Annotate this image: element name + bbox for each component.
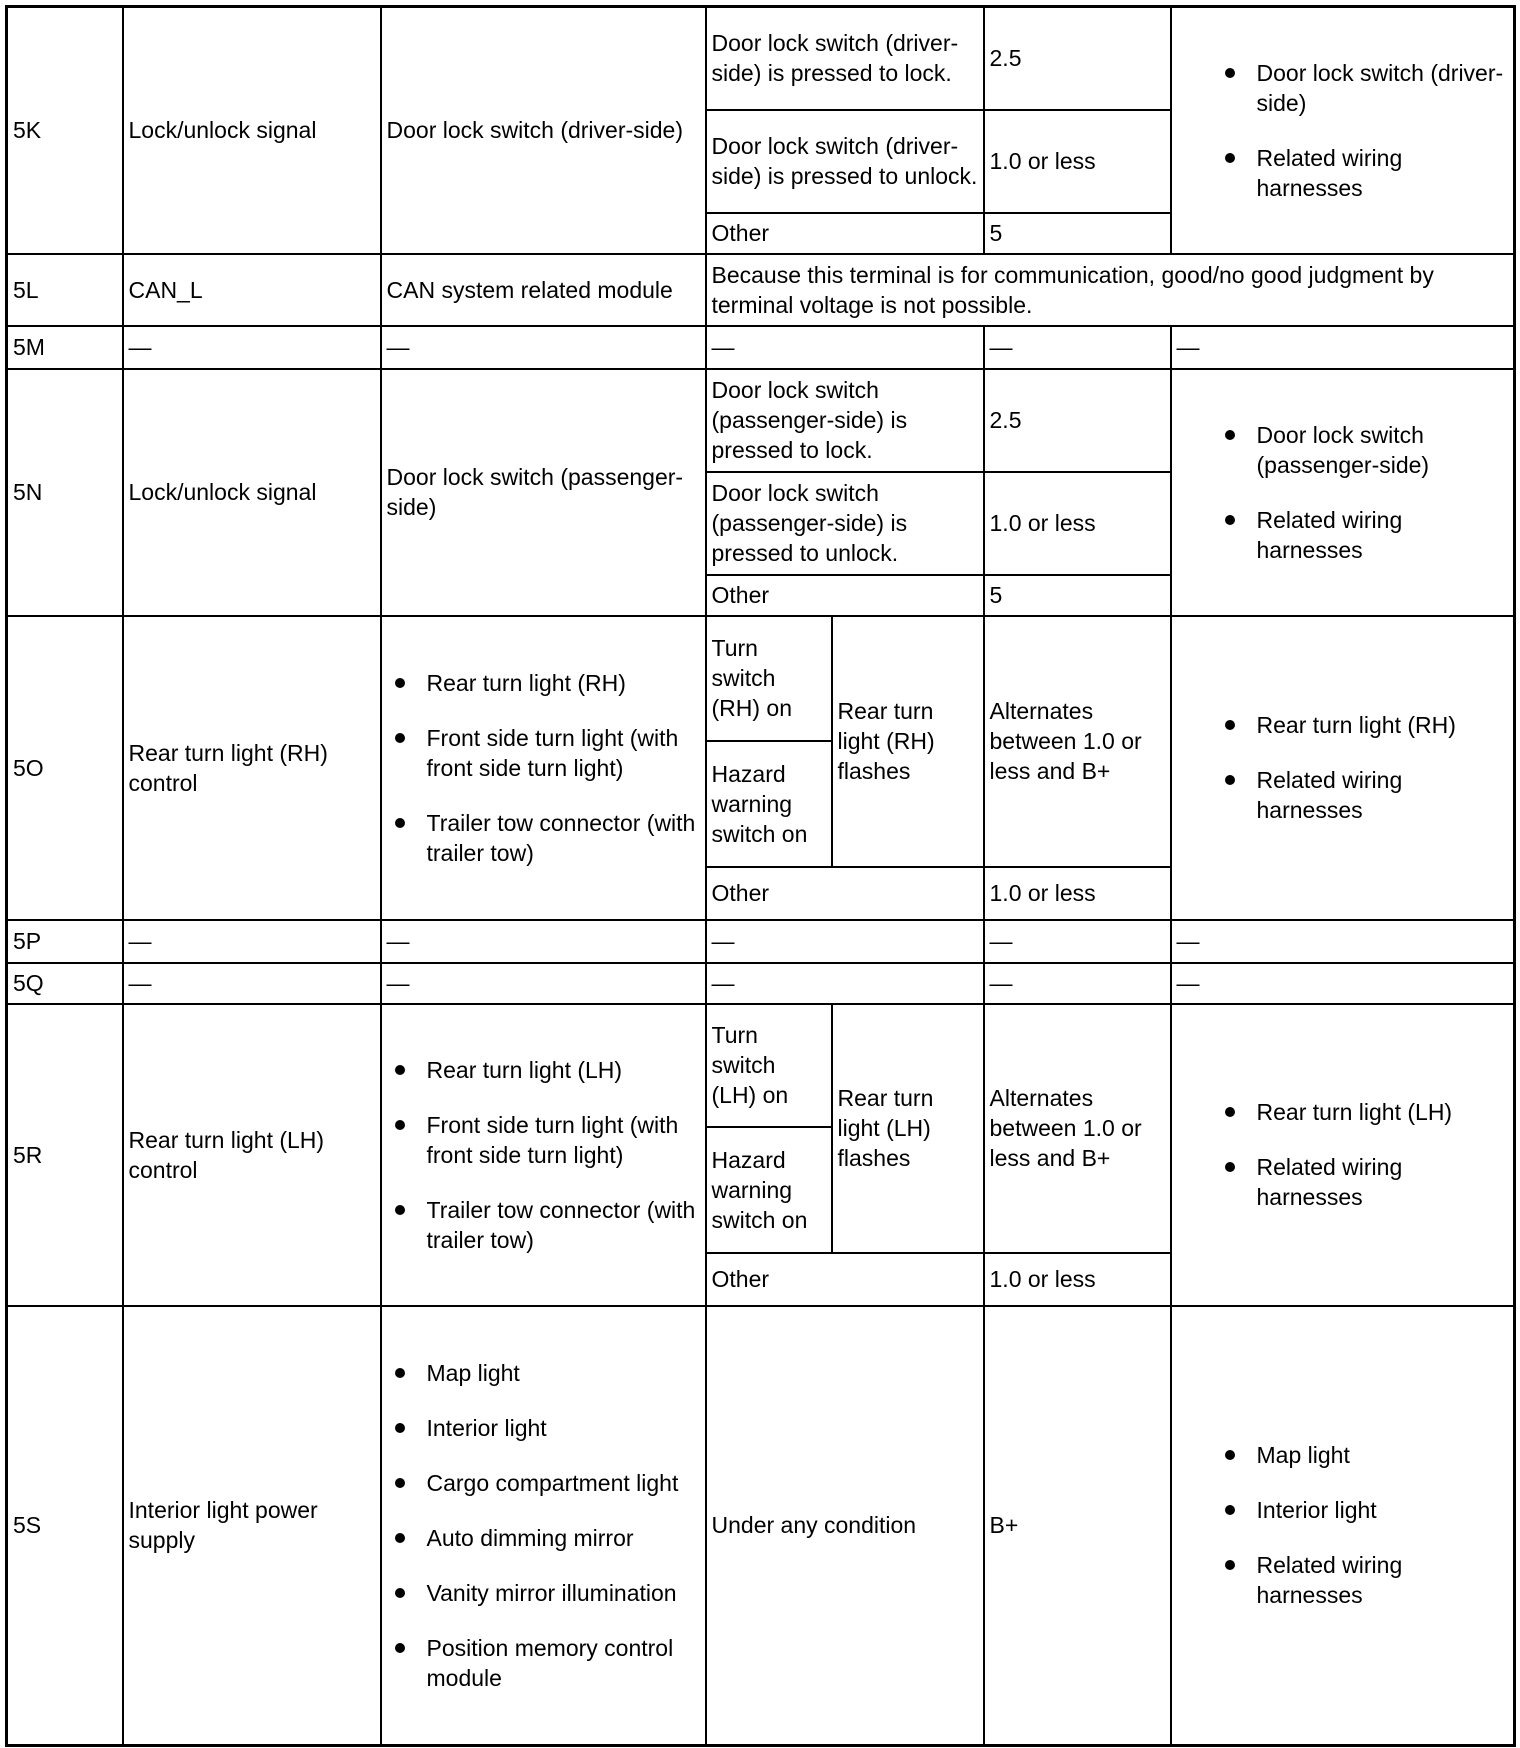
condition-cell: Other bbox=[706, 1253, 984, 1306]
dash-cell: — bbox=[1171, 963, 1515, 1004]
connected-to-cell: Door lock switch (driver-side) bbox=[381, 7, 706, 254]
list-item: Map light bbox=[1257, 1440, 1509, 1470]
value-cell: Alternates between 1.0 or less and B+ bbox=[984, 1004, 1171, 1253]
terminal-cell: 5S bbox=[7, 1306, 123, 1746]
check-items-cell bbox=[1171, 1004, 1515, 1306]
list-item: Position memory control module bbox=[427, 1633, 700, 1693]
condition-cell: Other bbox=[706, 867, 984, 920]
value-cell: 2.5 bbox=[984, 369, 1171, 472]
connected-to-list bbox=[387, 1358, 700, 1693]
list-item: Interior light bbox=[1257, 1495, 1509, 1525]
dash-cell: — bbox=[706, 920, 984, 963]
terminal-spec-table bbox=[5, 5, 1516, 1747]
terminal-cell: 5L bbox=[7, 254, 123, 326]
description-cell: Lock/unlock signal bbox=[123, 369, 381, 616]
list-item: Door lock switch (driver-side) bbox=[1257, 58, 1509, 118]
list-item: Rear turn light (RH) bbox=[427, 668, 700, 698]
connected-to-list bbox=[387, 668, 700, 868]
dash-cell: — bbox=[1171, 326, 1515, 369]
list-item: Front side turn light (with front side turn light) bbox=[427, 1110, 700, 1170]
list-item: Vanity mirror illumination bbox=[427, 1578, 700, 1608]
table-row-5s bbox=[7, 1306, 1515, 1746]
connected-to-cell bbox=[381, 616, 706, 920]
condition-cell: Door lock switch (driver-side) is pressed to unlock. bbox=[706, 110, 984, 213]
description-cell: Lock/unlock signal bbox=[123, 7, 381, 254]
dash-cell: — bbox=[984, 326, 1171, 369]
list-item: Cargo compartment light bbox=[427, 1468, 700, 1498]
condition-cell: Door lock switch (passenger-side) is pressed to lock. bbox=[706, 369, 984, 472]
check-items-cell bbox=[1171, 1306, 1515, 1746]
table-row-5n bbox=[7, 369, 1515, 472]
switch-condition-cell: Hazard warning switch on bbox=[706, 1127, 832, 1253]
condition-cell: Other bbox=[706, 213, 984, 254]
dash-cell: — bbox=[123, 326, 381, 369]
check-items-cell bbox=[1171, 616, 1515, 920]
condition-cell: Door lock switch (passenger-side) is pressed to unlock. bbox=[706, 472, 984, 575]
list-item: Related wiring harnesses bbox=[1257, 143, 1509, 203]
dash-cell: — bbox=[1171, 920, 1515, 963]
condition-cell: Under any condition bbox=[706, 1306, 984, 1746]
table-row-5p bbox=[7, 920, 1515, 963]
list-item: Rear turn light (LH) bbox=[427, 1055, 700, 1085]
value-cell: 1.0 or less bbox=[984, 110, 1171, 213]
list-item: Trailer tow connector (with trailer tow) bbox=[427, 808, 700, 868]
value-cell: 1.0 or less bbox=[984, 472, 1171, 575]
list-item: Front side turn light (with front side turn light) bbox=[427, 723, 700, 783]
dash-cell: — bbox=[123, 963, 381, 1004]
list-item: Interior light bbox=[427, 1413, 700, 1443]
check-items-cell bbox=[1171, 7, 1515, 254]
terminal-cell: 5P bbox=[7, 920, 123, 963]
check-items-cell bbox=[1171, 369, 1515, 616]
terminal-cell: 5M bbox=[7, 326, 123, 369]
condition-cell: Other bbox=[706, 575, 984, 616]
connected-to-cell bbox=[381, 1306, 706, 1746]
connected-to-cell bbox=[381, 1004, 706, 1306]
terminal-cell: 5Q bbox=[7, 963, 123, 1004]
list-item: Trailer tow connector (with trailer tow) bbox=[427, 1195, 700, 1255]
description-cell: Rear turn light (RH) control bbox=[123, 616, 381, 920]
list-item: Rear turn light (RH) bbox=[1257, 710, 1509, 740]
description-cell: CAN_L bbox=[123, 254, 381, 326]
check-items-list bbox=[1177, 1440, 1509, 1610]
state-cell: Rear turn light (RH) flashes bbox=[832, 616, 984, 867]
table-row-5o bbox=[7, 616, 1515, 741]
list-item: Related wiring harnesses bbox=[1257, 505, 1509, 565]
connected-to-cell: Door lock switch (passenger-side) bbox=[381, 369, 706, 616]
check-items-list bbox=[1177, 58, 1509, 203]
dash-cell: — bbox=[381, 963, 706, 1004]
check-items-list bbox=[1177, 420, 1509, 565]
list-item: Map light bbox=[427, 1358, 700, 1388]
list-item: Auto dimming mirror bbox=[427, 1523, 700, 1553]
terminal-cell: 5O bbox=[7, 616, 123, 920]
condition-cell: Door lock switch (driver-side) is pressed to lock. bbox=[706, 7, 984, 110]
connected-to-cell: CAN system related module bbox=[381, 254, 706, 326]
list-item: Related wiring harnesses bbox=[1257, 765, 1509, 825]
dash-cell: — bbox=[706, 326, 984, 369]
note-cell: Because this terminal is for communication, good/no good judgment by terminal voltage is not possible. bbox=[706, 254, 1515, 326]
list-item: Rear turn light (LH) bbox=[1257, 1097, 1509, 1127]
value-cell: 5 bbox=[984, 575, 1171, 616]
terminal-spec-table-wrapper bbox=[5, 5, 1516, 1747]
description-cell: Rear turn light (LH) control bbox=[123, 1004, 381, 1306]
connected-to-list bbox=[387, 1055, 700, 1255]
dash-cell: — bbox=[123, 920, 381, 963]
switch-condition-cell: Turn switch (RH) on bbox=[706, 616, 832, 741]
value-cell: 1.0 or less bbox=[984, 867, 1171, 920]
table-row-5l bbox=[7, 254, 1515, 326]
dash-cell: — bbox=[381, 326, 706, 369]
dash-cell: — bbox=[984, 963, 1171, 1004]
list-item: Related wiring harnesses bbox=[1257, 1550, 1509, 1610]
terminal-cell: 5R bbox=[7, 1004, 123, 1306]
value-cell: 5 bbox=[984, 213, 1171, 254]
terminal-cell: 5N bbox=[7, 369, 123, 616]
table-row-5r bbox=[7, 1004, 1515, 1127]
terminal-cell: 5K bbox=[7, 7, 123, 254]
list-item: Related wiring harnesses bbox=[1257, 1152, 1509, 1212]
description-cell: Interior light power supply bbox=[123, 1306, 381, 1746]
table-row-5k bbox=[7, 7, 1515, 110]
value-cell: Alternates between 1.0 or less and B+ bbox=[984, 616, 1171, 867]
dash-cell: — bbox=[381, 920, 706, 963]
value-cell: 2.5 bbox=[984, 7, 1171, 110]
value-cell: B+ bbox=[984, 1306, 1171, 1746]
value-cell: 1.0 or less bbox=[984, 1253, 1171, 1306]
table-row-5q bbox=[7, 963, 1515, 1004]
table-row-5m bbox=[7, 326, 1515, 369]
list-item: Door lock switch (passenger-side) bbox=[1257, 420, 1509, 480]
check-items-list bbox=[1177, 710, 1509, 825]
check-items-list bbox=[1177, 1097, 1509, 1212]
dash-cell: — bbox=[706, 963, 984, 1004]
state-cell: Rear turn light (LH) flashes bbox=[832, 1004, 984, 1253]
switch-condition-cell: Turn switch (LH) on bbox=[706, 1004, 832, 1127]
dash-cell: — bbox=[984, 920, 1171, 963]
switch-condition-cell: Hazard warning switch on bbox=[706, 741, 832, 867]
